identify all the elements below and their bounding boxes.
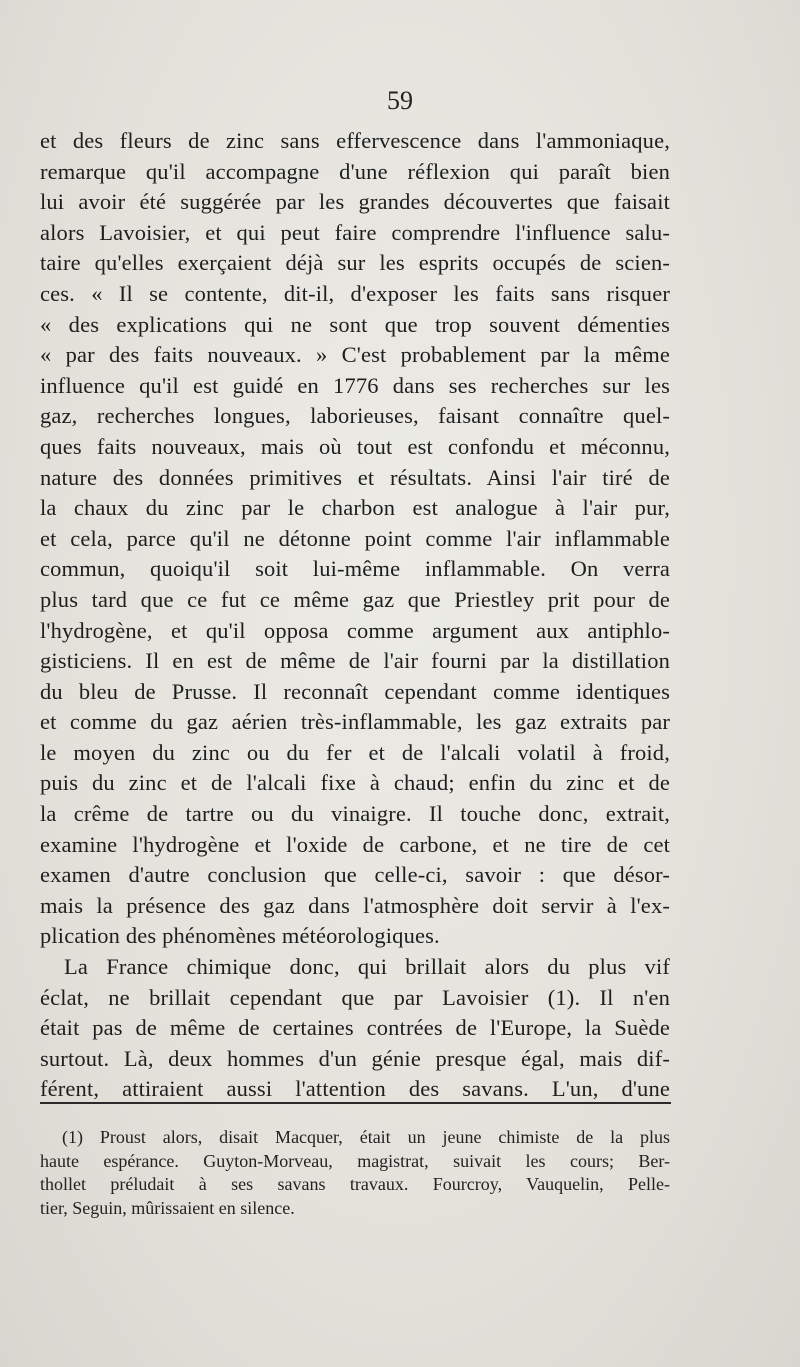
text-line: examen d'autre conclusion que celle-ci, savoir : que désor- [40,862,670,888]
text-line: taire qu'elles exerçaient déjà sur les esprits occupés de scien- [40,250,670,276]
footnote-divider [40,1102,671,1104]
footnote-line: haute espérance. Guyton-Morveau, magistrat, suivait les cours; Ber- [40,1150,670,1171]
text-line: l'hydrogène, et qu'il opposa comme argument aux antiphlo- [40,617,670,643]
text-line: « des explications qui ne sont que trop souvent démenties [40,311,670,337]
footnote-line: (1) Proust alors, disait Macquer, était un jeune chimiste de la plus [62,1127,670,1147]
text-line: éclat, ne brillait cependant que par Lavoisier (1). Il n'en [40,984,670,1010]
text-line: influence qu'il est guidé en 1776 dans ses recherches sur les [40,372,670,398]
text-line: ques faits nouveaux, mais où tout est confondu et méconnu, [40,433,670,459]
text-line: puis du zinc et de l'alcali fixe à chaud; enfin du zinc et de [40,770,670,796]
text-line: la crême de tartre ou du vinaigre. Il touche donc, extrait, [40,801,670,827]
text-line: férent, attiraient aussi l'attention des savans. L'un, d'une [40,1076,670,1102]
footnote-line: thollet préludait à ses savans travaux. Fourcroy, Vauquelin, Pelle- [40,1174,670,1194]
text-line: ces. « Il se contente, dit-il, d'exposer les faits sans risquer [40,280,670,306]
text-line: La France chimique donc, qui brillait alors du plus vif [64,954,670,980]
text-line: gisticiens. Il en est de même de l'air fourni par la distillation [40,648,670,674]
text-line: lui avoir été suggérée par les grandes découvertes que faisait [40,189,670,215]
text-line: remarque qu'il accompagne d'une réflexion qui paraît bien [40,158,670,184]
text-line: et cela, parce qu'il ne détonne point comme l'air inflammable [40,525,670,551]
text-line: commun, quoiqu'il soit lui-même inflammable. On verra [40,556,670,582]
text-line: alors Lavoisier, et qui peut faire comprendre l'influence salu- [40,219,670,245]
text-line: le moyen du zinc ou du fer et de l'alcali volatil à froid, [40,739,670,765]
text-line: et comme du gaz aérien très-inflammable, les gaz extraits par [40,709,670,735]
text-line: plication des phénomènes météorologiques. [40,923,440,949]
page-number: 59 [387,86,413,115]
text-line: et des fleurs de zinc sans effervescence dans l'ammoniaque, [40,128,670,153]
text-line: examine l'hydrogène et l'oxide de carbone, et ne tire de cet [40,831,670,857]
text-line: « par des faits nouveaux. » C'est probablement par la même [40,342,670,368]
text-line: plus tard que ce fut ce même gaz que Priestley prit pour de [40,586,670,612]
footnote-line: tier, Seguin, mûrissaient en silence. [40,1197,295,1218]
text-line: la chaux du zinc par le charbon est analogue à l'air pur, [40,495,670,521]
text-line: mais la présence des gaz dans l'atmosphère doit servir à l'ex- [40,892,670,918]
text-line: du bleu de Prusse. Il reconnaît cependant comme identiques [40,678,670,704]
text-line: était pas de même de certaines contrées de l'Europe, la Suède [40,1015,670,1041]
footnote [40,1126,670,1220]
body-text [40,126,670,1105]
text-line: surtout. Là, deux hommes d'un génie presque égal, mais dif- [40,1045,670,1071]
text-line: nature des données primitives et résultats. Ainsi l'air tiré de [40,464,670,490]
text-line: gaz, recherches longues, laborieuses, faisant connaître quel- [40,403,670,429]
